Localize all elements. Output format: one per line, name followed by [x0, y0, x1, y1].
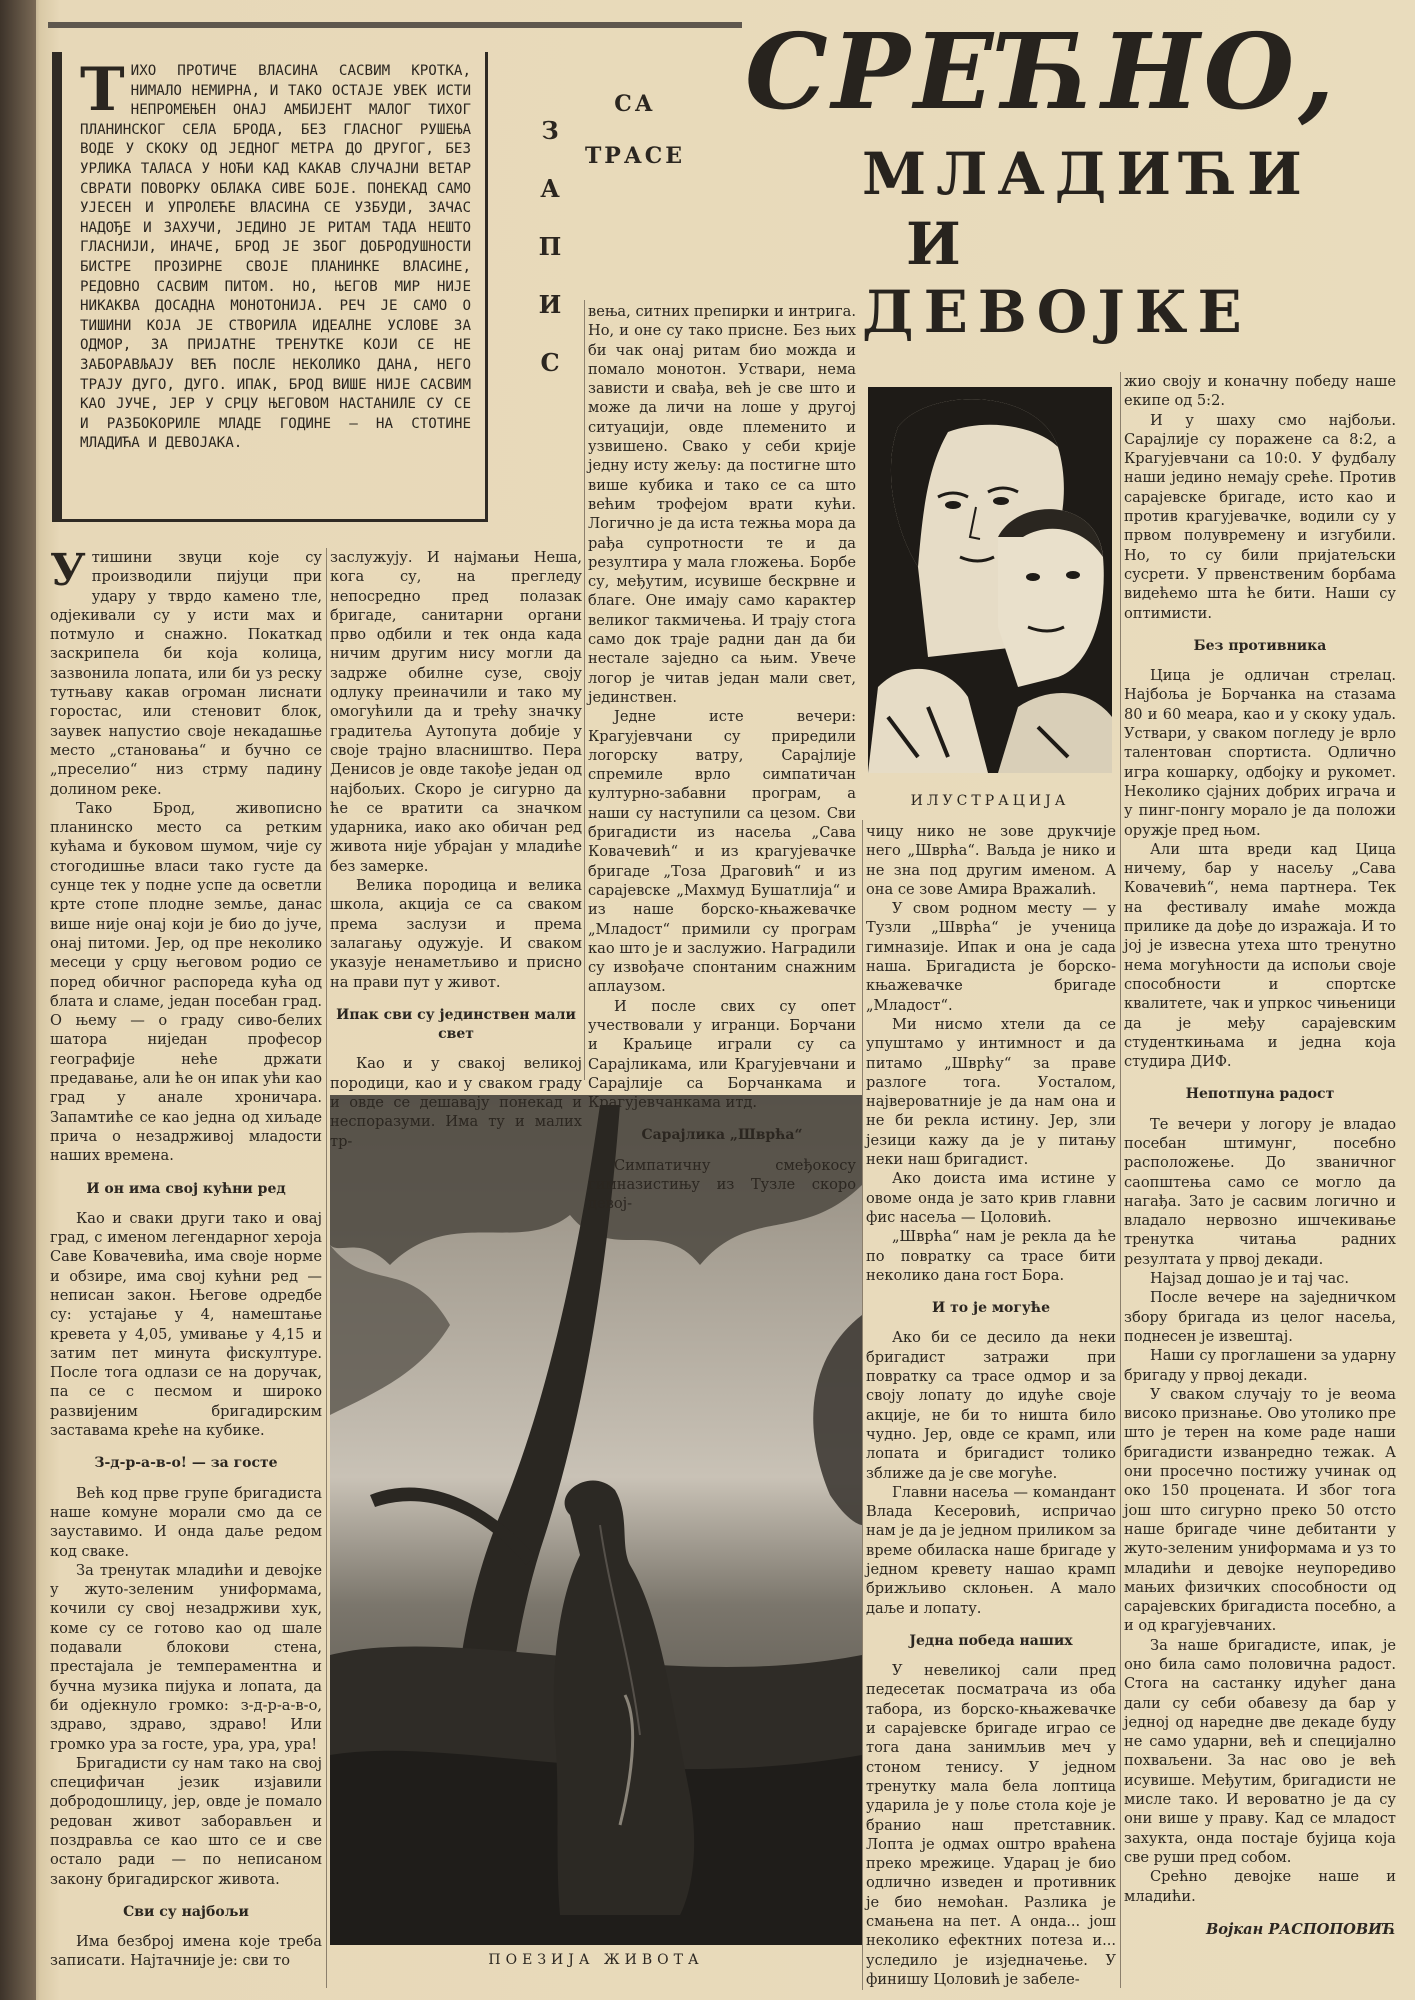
kicker-letter: А — [540, 174, 560, 203]
col1-subheading: З-д-р-а-в-о! — за госте — [94, 1455, 278, 1472]
intro-text: ИХО ПРОТИЧЕ ВЛАСИНА САСВИМ КРОТКА, НИМАЛО НЕМИРНА, И ТАКО ОСТАЈЕ УВЕК ИСТИ НЕПРОМЕЊЕН ОНАЈ АМБИЈЕНТ МАЛОГ ТИХОГ ПЛАНИНСКОГ СЕЛА БРОДА, БЕЗ ГЛАСНОГ РУШЕЊА ВОДЕ У СКОКУ ОД ЈЕДНОГ МЕТРА ДО ДРУГОГ, БЕЗ УРЛИКА ТАЛАСА У НОЋИ КАД КАКАВ СЛУЧАЈНИ ВЕТАР СВРАТИ ПОВОРКУ ОБЛАКА СИВЕ БОЈЕ. ПОНЕКАД САМО УЈЕСЕН И УПРОЛЕЋЕ ВЛАСИНА СЕ УЗБУДИ, ЗАЧАС НАДОЂЕ И ЗАХУЧИ, ЈЕДИНО ЈЕ РИТАМ ТАДА НЕШТО ГЛАСНИЈИ, ИНАЧЕ, БРОД ЈЕ ЗБОГ ДОБРОДУШНОСТИ БИСТРЕ ПРОЗИРНЕ СВОЈЕ ПЛАНИНКЕ ВЛАСИНЕ, РЕДОВНО САСВИМ ПИТОМ. НО, ЊЕГОВ МИР НИЈЕ НИКАКВА ДОСАДНА МОНОТОНИЈА. РЕЧ ЈЕ САМО О ТИШИНИ КОЈА ЈЕ СТВОРИЛА ИДЕАЛНЕ УСЛОВЕ ЗА ОДМОР, ЗА ПРИЈАТНЕ ТРЕНУТКЕ КОЈИ СЕ НЕ ЗАБОРАВЉАЈУ ВЕЋ ПОСЛЕ НЕКОЛИКО ДАНА, НЕГО ТРАЈУ ДУГО, ДУГО. ИПАК, БРОД ВИШЕ НИЈЕ САСВИМ КАО ЈУЧЕ, ЈЕР У СРЦУ ЊЕГОВОМ НАСТАНИЛЕ СУ СЕ И РАЗБОКОРИЛЕ МЛАДЕ ГОДИНЕ — НА СТОТИНЕ МЛАДИЋА И ДЕВОЈАКА. — [80, 63, 471, 452]
col5-paragraph: У сваком случају то је веома високо признање. Ово утолико пре што је терен на коме раде наши бригадисти изванредно тежак. А они просечно постижу учинак од око 150 процената. И због тога још што сигурно преко 50 отсто наше бригаде чине дебитанти у жуто-зеленим униформама и уз то младићи и девојке неупоредиво мањих физичких способности од сарајевских бригадиста посебно, а и од крагујевчаних. — [1124, 1385, 1396, 1635]
col5-subheading: Непотпуна радост — [1185, 1086, 1335, 1103]
col4-paragraph: „Шврћа“ нам је рекла да ће по повратку са трасе бити неколико дана гост Бора. — [866, 1228, 1116, 1284]
col1-paragraph: Већ код прве групе бригадиста наше комуне морали смо да се зауставимо. И онда даље редом код сваке. — [50, 1484, 322, 1560]
column-3 — [588, 302, 856, 1214]
kicker-sa-trase — [570, 78, 700, 182]
col5-paragraph: Те вечери у логору је владао посебан штимунг, посебно расположење. До званичног саопштења само се могло да нагађа. Зато је сасвим логично и владало нервозно ишчекивање тренутка читања радних резултата у првој декади. — [1124, 1115, 1396, 1268]
col4-paragraph: У невеликој сали пред педесетак посматрача из оба табора, из борско-књажевачке и сарајевске бригаде играо се тога дана занимљив меч у стоном тенису. У једном тренутку мала бела лоптица ударила је у поље стола које је бранио наш претставник. Лопта је одмах оштро враћена преко мрежице. Ударац је био одлично изведен и противник је био немоћан. Разлика је смањена на пет. А онда... још неколико ефектних потеза и... уследило је изједначење. У финишу Цоловић је забеле- — [866, 1662, 1116, 1988]
illustration-caption: ИЛУСТРАЦИЈА — [910, 793, 1070, 809]
col1-paragraph: Тако Брод, живописно планинско место са ретким кућама и буковом шумом, чије су стогодишње власи тако густе да сунце тек у подне успе да осветли крте стопе плодне земље, данас више није онај који је био до јуче, онај питоми. Јер, од пре неколико месеци у срцу његовом родио се поред обичног распореда кућа од блата и сламе, један посебан град. О њему — о граду сиво-белих шатора ниједан професор географије неће држати предавање, али ће он ипак ући као град у анале хроничара. Запамтиће се као једна од хиљаде прича о незадрживој младости наших времена. — [50, 799, 322, 1165]
kicker-letter: И — [538, 290, 562, 319]
headline-line-2: МЛАДИЋИ — [862, 140, 1312, 208]
kicker-trase: ТРАСЕ — [584, 143, 686, 169]
column-rule — [1120, 372, 1121, 1988]
column-2 — [330, 548, 582, 1151]
column-4 — [866, 822, 1116, 1989]
col4-subheading: И то је могуће — [932, 1300, 1050, 1317]
col5-subheading: Без противника — [1193, 637, 1327, 654]
col3-paragraph: И после свих су опет учествовали у игранци. Борчани и Краљице играли су са Сарајликама, или Крагујевчани и Сарајлије са Борчанкама и Крагујевчанкама итд. — [588, 997, 856, 1112]
col1-subheading: И он има свој кућни ред — [86, 1180, 286, 1197]
page-edge — [0, 0, 36, 2000]
col4-paragraph: Ако би се десило да неки бригадист затражи при повратку са трасе одмор и за своју лопату до идуће своје акције, не би то ништа било чудно. Јер, овде се крамп, или лопата и бригадист толико зближе да је све могуће. — [866, 1329, 1116, 1482]
col2-paragraph: Велика породица и велика школа, акција се са сваком према заслузи и према залагању одужује. И сваком указује ненаметљиво и присно на прави пут у живот. — [330, 877, 582, 991]
column-rule — [584, 300, 585, 1080]
col3-paragraph: Једне исте вечери: Крагујевчани су приредили логорску ватру, Сарајлије спремиле врло симпатичан културно-забавни програм, а наши су наступили са цезом. Сви бригадисти из насеља „Сава Ковачевић“ и из крагујевачке бригаде „Тоза Драговић“ и из сарајевске „Махмуд Бушатлија“ и из наше борско-књажевачке „Младост“ примили су програм као што је и заслужио. Наградили су извођаче спонтаним снажним аплаузом. — [588, 708, 856, 996]
kicker-letter: П — [538, 232, 562, 261]
photo-caption: ПОЕЗИЈА ЖИВОТА — [488, 1952, 704, 1968]
col5-paragraph: И у шаху смо најбољи. Сарајлије су поражене са 8:2, а Крагујевчани са 10:0. У фудбалу наши једино немају среће. Против сарајевске бригаде, исто као и против крагујевачке, водили су у првом полувремену и изгубили. Но, то су били пријатељски сусрети. У првенственим борбама видећемо шта ће бити. Наши су оптимисти. — [1124, 411, 1396, 622]
top-rule — [48, 22, 742, 28]
col2-paragraph: заслужују. И најмањи Неша, кога су, на прегледу непосредно пред полазак бригаде, санитарни органи прво одбили и тек онда када ничим другим нису могли да задрже обилне сузе, своју одлуку преиначили и тако му омогућили да и трећу значку градитеља Аутопута добије у своје трајно власништво. Пера Денисов је овде такође један од најбољих. Скоро је сигурно да ће се вратити са значком ударника, иако ако обичан ред живота није убрајан у младиће без замерке. — [330, 549, 582, 875]
col2-subheading: Ипак сви су јединствен мали свет — [336, 1006, 576, 1043]
col3-subheading: Сарајлика „Шврћа“ — [641, 1127, 803, 1144]
col3-paragraph: вења, ситних препирки и интрига. Но, и оне су тако присне. Без њих би чак онај ритам био можда и помало монотон. Уствари, нема зависти и свађа, већ је све што и може да личи на лоше у другој ситуацији, овде племенито и узвишено. Свако у себи крије једну исту жељу: да постигне што више кубика и тако се са што већим трофејом врати кући. Логично је да иста тежња мора да рађа супротности те и да резултира у мала гложења. Борбе су, међутим, исувише бескрвне и благе. Оне имају само карактер великог такмичења. И трају стога само док траје радни дан да би нестале заједно са њим. Увече логор је читав један мали свет, јединствен. — [588, 303, 856, 706]
col4-paragraph: Ако доиста има истине у овоме онда је зато крив главни фис насеља — Цоловић. — [866, 1170, 1116, 1226]
author-signature: Војкан РАСПОПОВИЋ — [1205, 1920, 1396, 1938]
kicker-letter: З — [541, 116, 559, 145]
col5-paragraph: Срећно девојке наше и младићи. — [1124, 1868, 1396, 1905]
col4-paragraph: чицу нико не зове друкчије него „Шврћа“. Ваљда је нико и не зна под другим именом. А она се зове Амира Вражалић. — [866, 823, 1116, 898]
col5-paragraph: Наши су проглашени за ударну бригаду у првој декади. — [1124, 1347, 1396, 1384]
headline-line-4: ДЕВОЈКЕ — [862, 278, 1252, 346]
intro-dropcap: Т — [80, 55, 125, 125]
col1-paragraph: тишини звуци које су производили пијуци при удару у тврдо камено тле, одјекивали су у исти мах и потмуло и снажно. Покаткад заскрипела би која колица, зазвонила лопата, или би уз реску тутњаву какав огроман лиснати горостас, или стеновит блок, заувек напустио своје некадашње место „становања“ и бучно се „преселио“ низ стрму падину долином реке. — [50, 549, 322, 798]
col5-paragraph: Цица је одличан стрелац. Најбоља је Борчанка на стазама 80 и 60 меара, као и у скоку удаљ. Уствари, у сваком погледу је врло талентован спортиста. Одлично игра кошарку, одбојку и рукомет. Неколико сјајних добрих играча и у пинг-понгу морало је да положи оружје пред њом. — [1124, 667, 1396, 839]
column-rule — [326, 548, 327, 1988]
col4-paragraph: Главни насеља — командант Влада Кесеровић, испричао нам је да је једном приликом за време обиласка наше бригаде у једном кревету нашао крамп брижљиво склоњен. А мало даље и лопату. — [866, 1483, 1116, 1617]
col4-subheading: Једна победа наших — [909, 1632, 1073, 1649]
col1-paragraph: Као и сваки други тако и овај град, с именом легендарног хероја Саве Ковачевића, има своје норме и обзире, има свој кућни ред — неписан закон. Његове одредбе су: устајање у 4, намештање кревета у 4,05, умивање у 4,15 и затим пет минута фискултуре. После тога одлази се на доручак, па се с песмом и широко развијеним бригадирским заставама креће на кубике. — [50, 1209, 322, 1440]
col1-subheading: Сви су најбољи — [123, 1903, 249, 1920]
kicker-sa: СА — [614, 91, 656, 117]
col5-paragraph: Али шта вреди кад Цица ничему, бар у насељу „Сава Ковачевић“, нема партнера. Тек на фестивалу имаће можда прилике да дође до изражаја. И то јој је извесна утеха што тренутно нема могућности да испољи своје способности и спортске квалитете, чак и упркос чињеници да је међу сарајевским студенткињама и једна која студира ДИФ. — [1124, 840, 1396, 1071]
col5-paragraph: Најзад дошао је и тај час. — [1150, 1270, 1349, 1288]
illustration-graphic — [868, 387, 1112, 773]
col3-paragraph: Симпатичну смеђокосу гимназистињу из Тузле скоро девој- — [588, 1156, 856, 1213]
col1-paragraph: За тренутак младићи и девојке у жуто-зеленим униформама, кочили су свој незадрживи хук, коме су се готово као од шале подавали блокови стена, престајала је темпераментна и бучна музика пијука и лопата, да би одјекнуло громко: з-д-р-а-в-о, здраво, здраво, здраво! Или громко ура за госте, ура, ура, ура! — [50, 1561, 322, 1753]
col5-paragraph: После вечере на заједничком збору бригада из целог насеља, поднесен је извештај. — [1124, 1289, 1396, 1345]
illustration — [868, 387, 1112, 773]
photo-graphic — [330, 1095, 862, 1945]
col4-paragraph: У свом родном месту — у Тузли „Шврћа“ је ученица гимназије. Ипак и она је сада наша. Бригадиста је борско-књажевачке бригаде „Младост“. — [866, 900, 1116, 1014]
col5-paragraph: жио своју и коначну победу наше екипе од 5:2. — [1124, 373, 1396, 410]
kicker-letter: С — [540, 348, 560, 377]
column-5 — [1124, 372, 1396, 1939]
col4-paragraph: Ми нисмо хтели да се упуштамо у интимност и да питамо „Шврћу“ за праве разлоге тога. Уосталом, највероватније је да нам она и не би рекла истину. Јер, зли језици кажу да је у питању неки наш бригадист. — [866, 1015, 1116, 1169]
headline-main: СРЕЋНО, — [745, 10, 1339, 133]
intro-box — [52, 52, 488, 522]
col2-paragraph: Као и у свакој великој породици, као и у сваком граду и овде се дешавају понекад и неспоразуми. Има ту и малих тр- — [330, 1055, 582, 1150]
headline-line-3: И — [906, 210, 971, 278]
column-rule — [862, 820, 863, 1990]
col1-paragraph: Бригадисти су нам тако на свој специфичан језик изјавили добродошлицу, јер, овде је помало редован живот заборављен и поздравља се као што се и све остало ради — по неписаном закону бригадирског живота. — [50, 1754, 322, 1888]
col1-dropcap: У — [50, 545, 86, 596]
photo — [330, 1095, 862, 1945]
col1-paragraph: Има безброј имена које треба записати. Најтачније је: сви то — [50, 1933, 322, 1970]
col5-paragraph: За наше бригадисте, ипак, је оно била само половична радост. Стога на састанку идућег дана дали су себи обавезу да бар у једној од наредне две декаде буду не само ударни, већ и специјално похваљени. За нас ово је већ исувише. Међутим, бригадисти не мисле тако. И вероватно је да су они више у праву. Кад се младост захукта, онда постаје бујица која све руши пред собом. — [1124, 1636, 1396, 1866]
column-1 — [50, 545, 322, 1971]
